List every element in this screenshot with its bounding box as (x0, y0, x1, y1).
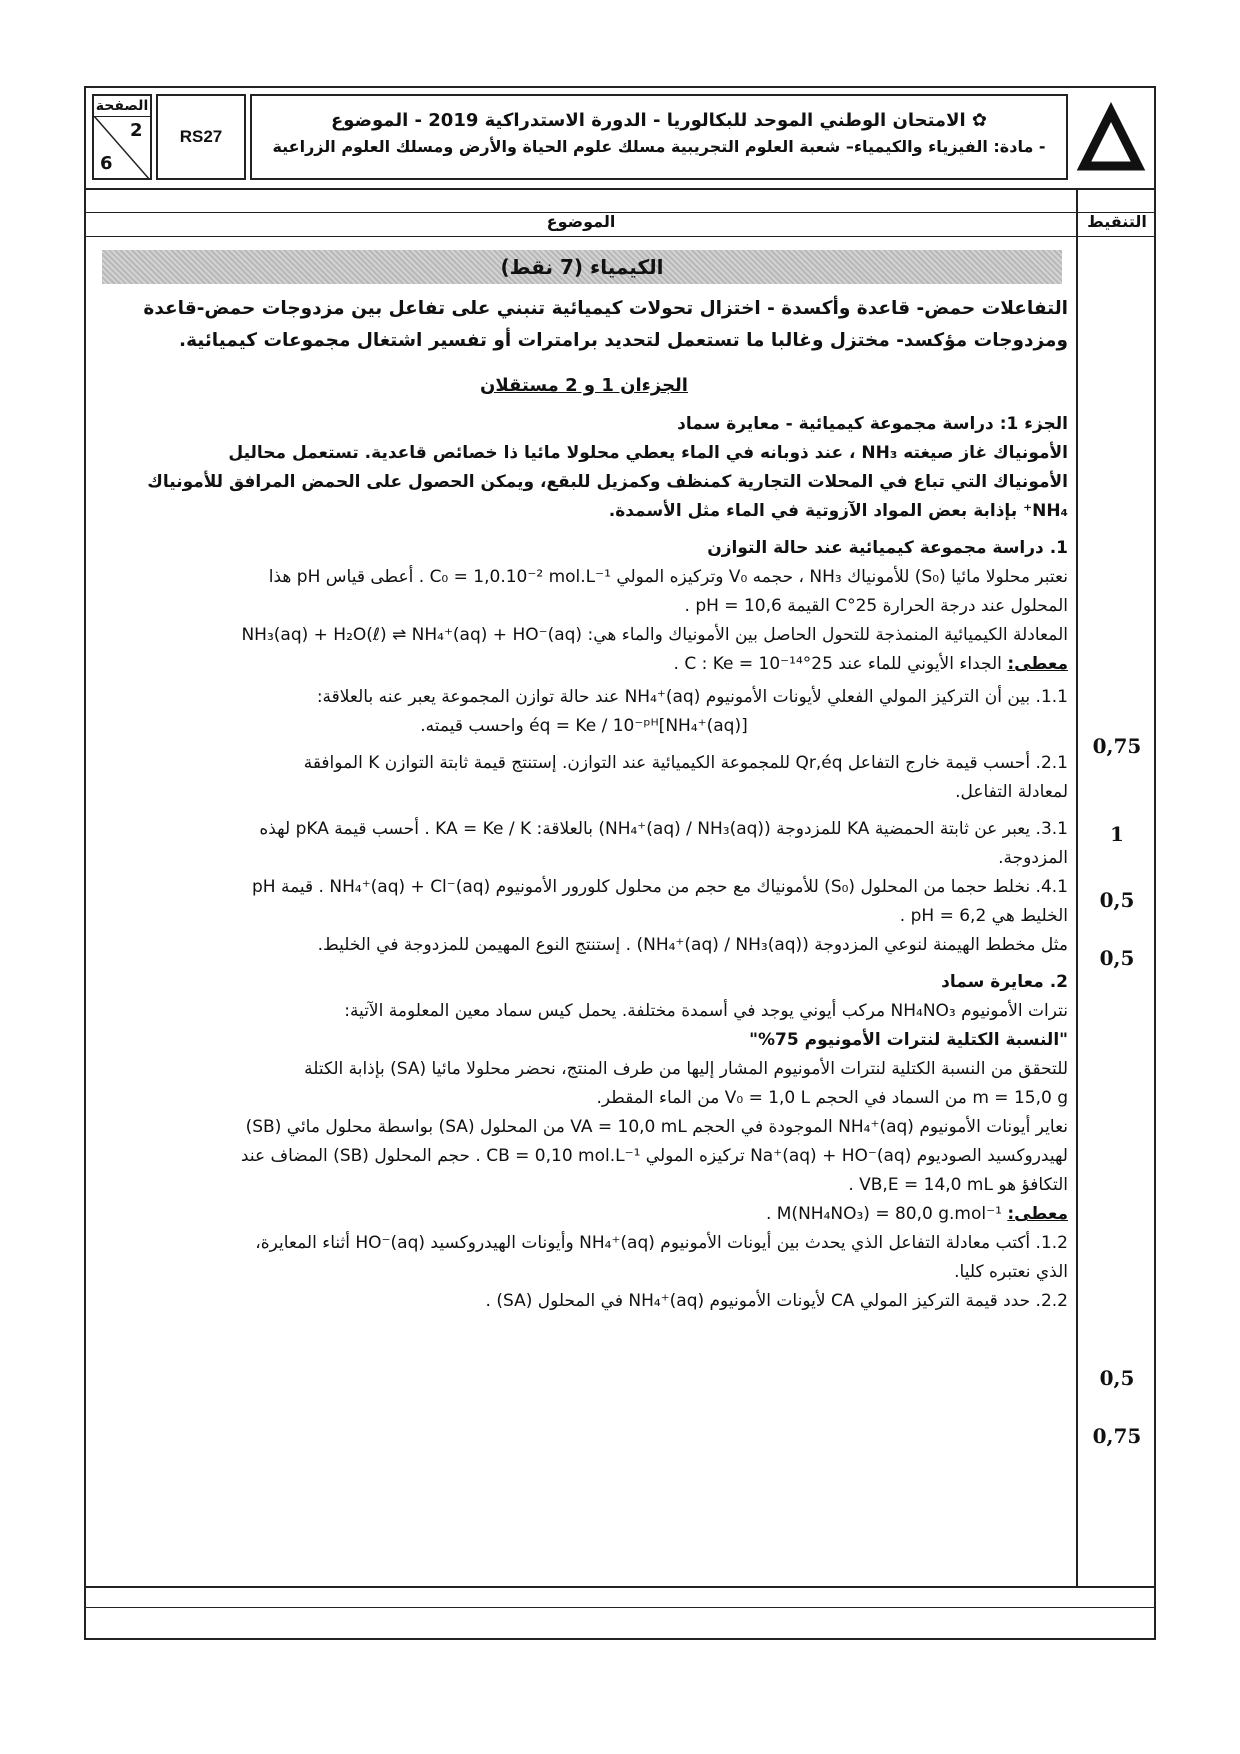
given-line: معطى: الجداء الأيوني للماء عند 25°C : Ke = 10⁻¹⁴ . (673, 654, 1068, 674)
table-bottom-line (86, 1607, 1154, 1608)
sub1-text: المعادلة الكيميائية المنمذجة للتحول الحاصل بين الأمونياك والماء هي: NH₃(aq) + H₂O(ℓ) ⇌ NH₄⁺(aq) + HO⁻(aq) (241, 625, 1068, 645)
section-title: الكيمياء (7 نقط) (102, 250, 1062, 284)
triangle-logo-icon (1076, 94, 1146, 180)
part2-text: التكافؤ هو VB,E = 14,0 mL . (848, 1175, 1068, 1195)
question-3-1-cont: المزدوجة. (998, 848, 1068, 868)
exam-title-line1: ✿ الامتحان الوطني الموحد للبكالوريا - الدورة الاستدراكية 2019 - الموضوع (331, 110, 987, 131)
table-line (86, 236, 1154, 237)
flower-icon: ✿ (965, 110, 987, 131)
question-4-1-cont: الخليط هي pH = 6,2 . (899, 906, 1068, 926)
part1-text: NH₄⁺ بإذابة بعض المواد الآزوتية في الماء مثل الأسمدة. (608, 501, 1068, 521)
part2-text: نعاير أيونات الأمونيوم NH₄⁺(aq) الموجودة في الحجم VA = 10,0 mL من المحلول (SA) بواسطة محلول مائي (SB) (245, 1117, 1068, 1137)
given-line: معطى: M(NH₄NO₃) = 80,0 g.mol⁻¹ . (765, 1204, 1068, 1224)
question-1-1-formula: [NH₄⁺(aq)]éq = Ke / 10⁻ᵖᴴ واحسب قيمته. (420, 716, 748, 736)
question-2-1-cont: لمعادلة التفاعل. (955, 782, 1068, 802)
exam-title-line2: - مادة: الفيزياء والكيمياء– شعبة العلوم التجريبية مسلك علوم الحياة والأرض ومسلك العلوم الزراعية (272, 137, 1046, 156)
grade-q21: 1 (1110, 822, 1124, 846)
question-1-2-cont: الذي نعتبره كليا. (954, 1262, 1068, 1282)
subject-header: الموضوع (546, 212, 616, 231)
question-3-1: 3.1. يعبر عن ثابتة الحمضية KA للمزدوجة (NH₄⁺(aq) / NH₃(aq)) بالعلاقة: KA = Ke / K . أحسب قيمة pKA لهذه (259, 819, 1068, 839)
grade-q12: 0,5 (1099, 1366, 1135, 1390)
intro-line: ومزدوجات مؤكسد- مختزل وغالبا ما تستعمل لتحديد برامترات أو تفسير اشتغال مجموعات كيميائية. (179, 330, 1068, 351)
part2-title: 2. معايرة سماد (941, 972, 1068, 992)
exam-page-frame (84, 86, 1156, 1640)
grade-header: التنقيط (1087, 212, 1147, 231)
page-number-box (92, 94, 152, 180)
page-label: الصفحة (94, 96, 150, 117)
part1-text: الأمونياك التي تباع في المحلات التجارية كمنظف وكمزيل للبقع، ويمكن الحصول على الحمض المرافق للأمونياك (147, 472, 1068, 492)
question-4-1: 4.1. نخلط حجما من المحلول (S₀) للأمونياك مع حجم من محلول كلورور الأمونيوم NH₄⁺(aq) + Cl⁻(aq) . قيمة pH (251, 877, 1068, 897)
question-2-1: 2.1. أحسب قيمة خارج التفاعل Qr,éq للمجموعة الكيميائية عند التوازن. إستنتج قيمة ثابتة التوازن K الموافقة (303, 753, 1068, 773)
page-number: 2 (130, 120, 143, 141)
grade-q22: 0,75 (1092, 1424, 1142, 1448)
exam-code: RS27 (156, 94, 246, 180)
part1-title: الجزء 1: دراسة مجموعة كيميائية - معايرة سماد (677, 414, 1068, 434)
grade-q41: 0,5 (1099, 946, 1135, 970)
sub1-title: 1. دراسة مجموعة كيميائية عند حالة التوازن (707, 538, 1068, 558)
part2-text: "النسبة الكتلية لنترات الأمونيوم 75%" (749, 1030, 1068, 1050)
grade-q31: 0,5 (1099, 888, 1135, 912)
part2-text: لهيدروكسيد الصوديوم Na⁺(aq) + HO⁻(aq) تركيزه المولي CB = 0,10 mol.L⁻¹ . حجم المحلول (SB) المضاف عند (240, 1146, 1068, 1166)
part2-text: m = 15,0 g من السماد في الحجم V₀ = 1,0 L من الماء المقطر. (596, 1088, 1068, 1108)
question-2-2: 2.2. حدد قيمة التركيز المولي CA لأيونات الأمونيوم NH₄⁺(aq) في المحلول (SA) . (485, 1291, 1068, 1311)
sub1-text: نعتبر محلولا مائيا (S₀) للأمونياك NH₃ ، حجمه V₀ وتركيزه المولي C₀ = 1,0.10⁻² mol.L⁻¹ . أعطى قياس pH هذا (268, 567, 1068, 587)
grade-column-divider (1076, 188, 1078, 1588)
part2-text: نترات الأمونيوم NH₄NO₃ مركب أيوني يوجد في أسمدة مختلفة. يحمل كيس سماد معين المعلومة الآتية: (344, 1001, 1068, 1021)
exam-title-box (250, 94, 1068, 180)
table-bottom-line (86, 1586, 1154, 1588)
table-line (86, 212, 1154, 214)
question-4-1-cont: مثل مخطط الهيمنة لنوعي المزدوجة (NH₄⁺(aq) / NH₃(aq)) . إستنتج النوع المهيمن للمزدوجة في الخليط. (317, 935, 1068, 955)
page-total: 6 (100, 153, 113, 174)
question-1-2: 1.2. أكتب معادلة التفاعل الذي يحدث بين أيونات الأمونيوم NH₄⁺(aq) وأيونات الهيدروكسيد HO⁻(aq) أثناء المعايرة، (255, 1233, 1068, 1253)
part1-text: الأمونياك غاز صيغته NH₃ ، عند ذوبانه في الماء يعطي محلولا مائيا ذا خصائص قاعدية. تستعمل محاليل (228, 443, 1068, 463)
exam-content (100, 293, 1068, 1316)
grade-q11: 0,75 (1092, 734, 1142, 758)
sub1-text: المحلول عند درجة الحرارة 25°C القيمة pH = 10,6 . (684, 596, 1068, 616)
parts-independent: الجزءان 1 و 2 مستقلان (480, 375, 688, 396)
page-header (86, 88, 1154, 190)
question-1-1: 1.1. بين أن التركيز المولي الفعلي لأيونات الأمونيوم NH₄⁺(aq) عند حالة توازن المجموعة يعبر عنه بالعلاقة: (316, 687, 1068, 707)
part2-text: للتحقق من النسبة الكتلية لنترات الأمونيوم المشار إليها من طرف المنتج، نحضر محلولا مائيا (SA) بإذابة الكتلة (304, 1059, 1068, 1079)
intro-line: التفاعلات حمض- قاعدة وأكسدة - اختزال تحولات كيميائية تنبني على تفاعل بين مزدوجات حمض-قاعدة (143, 298, 1068, 319)
